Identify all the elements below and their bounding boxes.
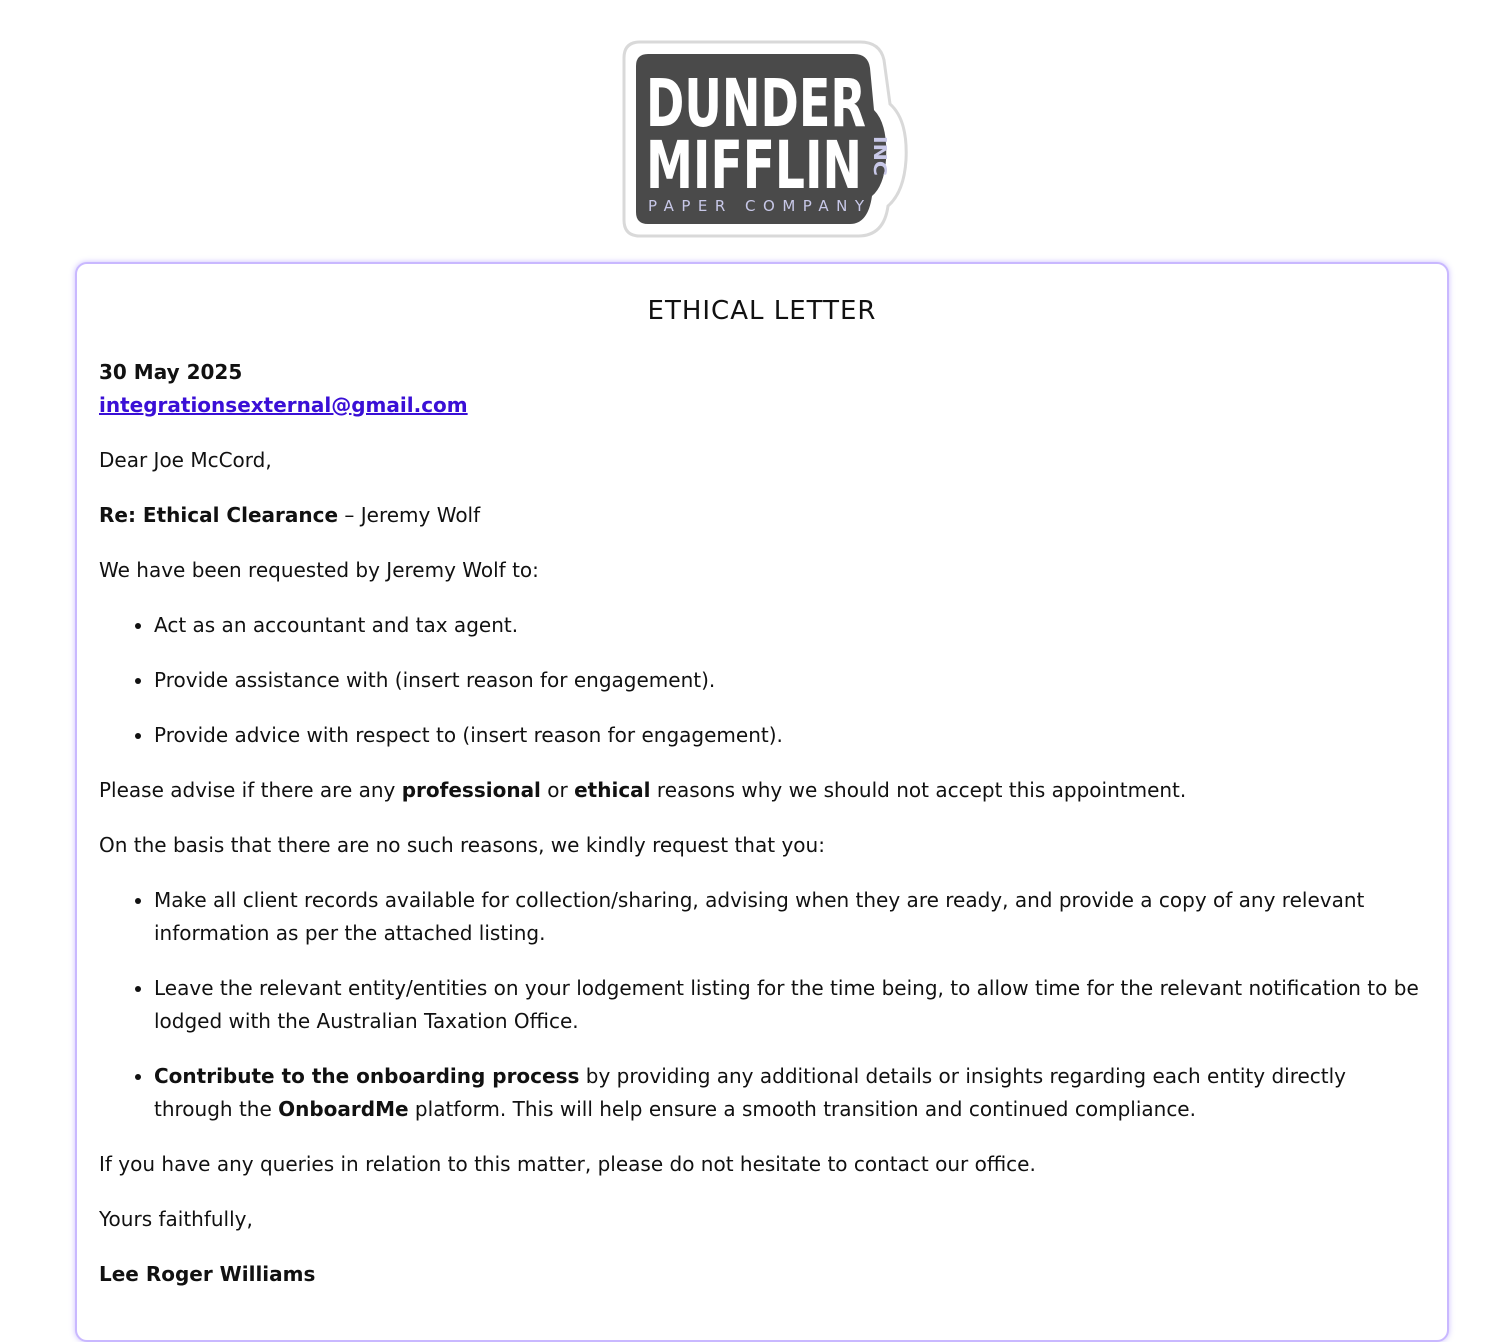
closing: Yours faithfully, xyxy=(99,1207,253,1231)
letter-date: 30 May 2025 xyxy=(99,360,243,384)
company-logo xyxy=(622,40,910,240)
advise-text-3: reasons why we should not accept this appointment. xyxy=(650,778,1187,802)
logo-tagline: PAPER COMPANY xyxy=(648,197,864,215)
list-item: • Leave the relevant entity/entities on your lodgement listing for the time being, to allow time for the relevant notification to be lodged with the Australian Taxation Office. xyxy=(154,972,1425,1038)
requests-list xyxy=(99,884,1425,1126)
queries-paragraph: If you have any queries in relation to this matter, please do not hesitate to contact our office. xyxy=(99,1152,1036,1176)
logo-inc: INC xyxy=(869,136,890,171)
letter-card xyxy=(75,262,1449,1342)
letter-title: ETHICAL LETTER xyxy=(647,296,877,326)
advise-text-1: Please advise if there are any xyxy=(99,778,402,802)
salutation: Dear Joe McCord, xyxy=(99,448,272,472)
email-line xyxy=(99,389,1425,422)
list-item: • Provide advice with respect to (insert reason for engagement). xyxy=(154,719,1425,752)
advise-bold-ethical: ethical xyxy=(574,778,651,802)
re-rest: – Jeremy Wolf xyxy=(338,503,481,527)
advise-bold-professional: professional xyxy=(401,778,541,802)
list-item: • Make all client records available for collection/sharing, advising when they are ready, and provide a copy of any relevant information as per the attached listing. xyxy=(154,884,1425,950)
list-item: • Provide assistance with (insert reason for engagement). xyxy=(154,664,1425,697)
request-bold-onboarding: Contribute to the onboarding process xyxy=(154,1064,580,1088)
list-item xyxy=(154,1060,1425,1126)
logo-line1: DUNDER xyxy=(646,65,866,142)
list-item: • Act as an accountant and tax agent. xyxy=(154,609,1425,642)
signatory-name xyxy=(99,1258,1425,1291)
basis-paragraph: On the basis that there are no such reasons, we kindly request that you: xyxy=(99,833,825,857)
email-link[interactable]: integrationsexternal@gmail.com xyxy=(99,393,468,417)
request-bold-onboardme: OnboardMe xyxy=(278,1097,409,1121)
re-label: Re: Ethical Clearance xyxy=(99,503,339,527)
advise-paragraph xyxy=(99,774,1425,807)
request-text-2: platform. This will help ensure a smooth transition and continued compliance. xyxy=(408,1097,1196,1121)
intro-paragraph: We have been requested by Jeremy Wolf to: xyxy=(99,558,539,582)
request-text-1: by providing any additional details or insights regarding each entity directly through the xyxy=(154,1064,1347,1121)
dunder-mifflin-logo-graphic xyxy=(622,40,910,240)
logo-line2: MIFFLIN xyxy=(646,127,862,204)
advise-text-2: or xyxy=(540,778,575,802)
services-list xyxy=(99,609,1425,752)
signatory-bold: Lee Roger Williams xyxy=(99,1262,316,1286)
re-line xyxy=(99,499,1425,532)
